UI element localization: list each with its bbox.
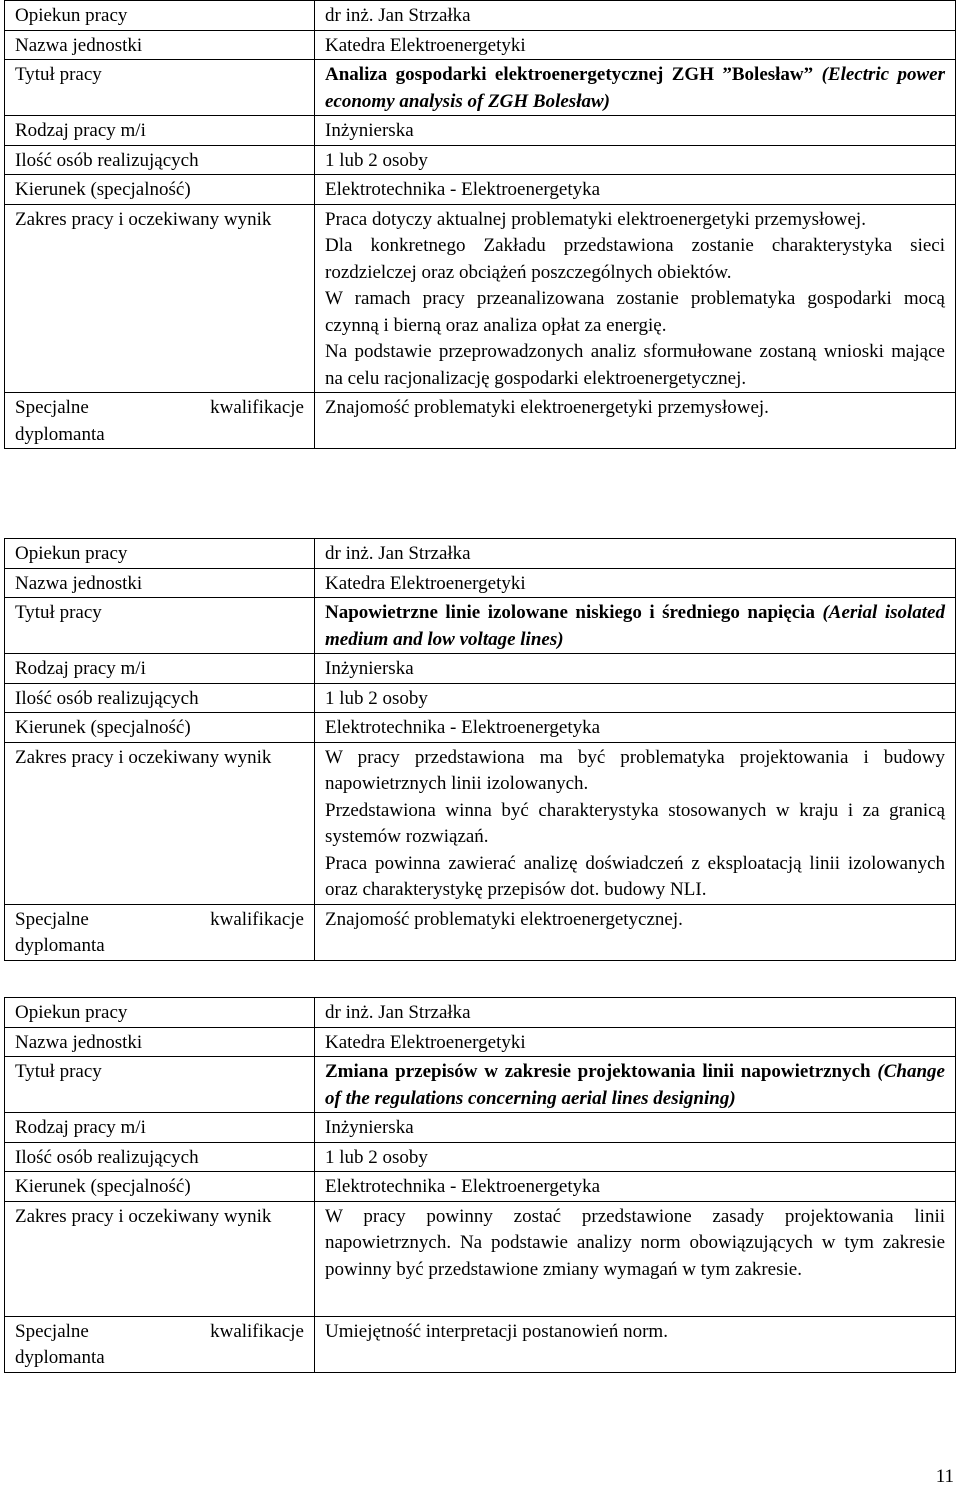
row-kwalifikacje: [5, 393, 956, 449]
value-kierunek: Elektrotechnika - Elektroenergetyka: [315, 1172, 956, 1202]
label-kierunek: Kierunek (specjalność): [5, 1172, 315, 1202]
row-kierunek: [5, 713, 956, 743]
value-opiekun: dr inż. Jan Strzałka: [315, 539, 956, 569]
row-rodzaj: [5, 116, 956, 146]
label-kwalifikacje: Specjalne kwalifikacje dyplomanta: [5, 904, 315, 960]
value-jednostka: Katedra Elektroenergetyki: [315, 1027, 956, 1057]
value-kierunek: Elektrotechnika - Elektroenergetyka: [315, 175, 956, 205]
label-jednostka: Nazwa jednostki: [5, 30, 315, 60]
row-rodzaj: [5, 654, 956, 684]
label-jednostka: Nazwa jednostki: [5, 1027, 315, 1057]
row-zakres: [5, 1201, 956, 1316]
row-jednostka: [5, 30, 956, 60]
row-kwalifikacje: [5, 904, 956, 960]
row-tytul: [5, 598, 956, 654]
value-tytul: [315, 60, 956, 116]
zakres-paragraph: Dla konkretnego Zakładu przedstawiona zostanie charakterystyka sieci rozdzielczej oraz obciążeń poszczególnych obiektów.: [325, 235, 945, 283]
value-rodzaj: Inżynierska: [315, 1113, 956, 1143]
title-polish: Zmiana przepisów w zakresie projektowania linii napowietrznych: [325, 1061, 871, 1082]
zakres-paragraph: Przedstawiona winna być charakterystyka stosowanych w kraju i za granicą systemów rozwiązań.: [325, 799, 945, 847]
label-ilosc: Ilość osób realizujących: [5, 145, 315, 175]
zakres-paragraph: W pracy powinny zostać przedstawione zasady projektowania linii napowietrznych. Na podstawie analizy norm obowiązujących w tym zakresie powinny być przedstawione zmiany wymagań w tym zakresie.: [325, 1205, 945, 1280]
label-zakres: Zakres pracy i oczekiwany wynik: [5, 204, 315, 393]
title-polish: Analiza gospodarki elektroenergetycznej ZGH ”Bolesław”: [325, 64, 814, 85]
label-jednostka: Nazwa jednostki: [5, 568, 315, 598]
value-jednostka: Katedra Elektroenergetyki: [315, 30, 956, 60]
value-rodzaj: Inżynierska: [315, 654, 956, 684]
row-tytul: [5, 1057, 956, 1113]
zakres-paragraph: Praca powinna zawierać analizę doświadczeń z eksploatacją linii izolowanych oraz charakterystykę przepisów dot. budowy NLI.: [325, 852, 945, 900]
title-english: (Change of the regulations concerning aerial lines designing): [325, 1061, 945, 1109]
row-kierunek: [5, 1172, 956, 1202]
value-opiekun: dr inż. Jan Strzałka: [315, 998, 956, 1028]
row-ilosc: [5, 1142, 956, 1172]
value-zakres: [315, 742, 956, 904]
label-opiekun: Opiekun pracy: [5, 539, 315, 569]
row-jednostka: [5, 568, 956, 598]
label-opiekun: Opiekun pracy: [5, 1, 315, 31]
row-zakres: [5, 204, 956, 393]
label-zakres: Zakres pracy i oczekiwany wynik: [5, 1201, 315, 1316]
value-zakres: [315, 1201, 956, 1316]
thesis-table-2: [4, 538, 956, 961]
value-kierunek: Elektrotechnika - Elektroenergetyka: [315, 713, 956, 743]
value-ilosc: 1 lub 2 osoby: [315, 1142, 956, 1172]
value-tytul: [315, 1057, 956, 1113]
label-opiekun: Opiekun pracy: [5, 998, 315, 1028]
row-jednostka: [5, 1027, 956, 1057]
zakres-paragraph: Na podstawie przeprowadzonych analiz sformułowane zostaną wnioski mające na celu racjonalizację gospodarki elektroenergetycznej.: [325, 341, 945, 389]
label-zakres: Zakres pracy i oczekiwany wynik: [5, 742, 315, 904]
row-rodzaj: [5, 1113, 956, 1143]
value-zakres: [315, 204, 956, 393]
row-kierunek: [5, 175, 956, 205]
zakres-paragraph: W ramach pracy przeanalizowana zostanie problematyka gospodarki mocą czynną i bierną oraz analiza opłat za energię.: [325, 288, 945, 336]
label-rodzaj: Rodzaj pracy m/i: [5, 654, 315, 684]
label-ilosc: Ilość osób realizujących: [5, 1142, 315, 1172]
label-tytul: Tytuł pracy: [5, 598, 315, 654]
row-ilosc: [5, 145, 956, 175]
label-tytul: Tytuł pracy: [5, 60, 315, 116]
zakres-paragraph: Praca dotyczy aktualnej problematyki elektroenergetyki przemysłowej.: [325, 208, 866, 230]
page-number: 11: [935, 1466, 954, 1487]
label-ilosc: Ilość osób realizujących: [5, 683, 315, 713]
title-english: (Electric power economy analysis of ZGH Bolesław): [325, 64, 946, 112]
value-jednostka: Katedra Elektroenergetyki: [315, 568, 956, 598]
title-english: (Aerial isolated medium and low voltage lines): [325, 602, 945, 650]
label-rodzaj: Rodzaj pracy m/i: [5, 1113, 315, 1143]
label-tytul: Tytuł pracy: [5, 1057, 315, 1113]
label-kwalifikacje: Specjalne kwalifikacje dyplomanta: [5, 393, 315, 449]
value-rodzaj: Inżynierska: [315, 116, 956, 146]
value-kwalifikacje: Znajomość problematyki elektroenergetyki przemysłowej.: [315, 393, 956, 449]
value-opiekun: dr inż. Jan Strzałka: [315, 1, 956, 31]
label-kierunek: Kierunek (specjalność): [5, 713, 315, 743]
value-kwalifikacje: Znajomość problematyki elektroenergetycznej.: [315, 904, 956, 960]
row-opiekun: [5, 998, 956, 1028]
row-opiekun: [5, 539, 956, 569]
label-kwalifikacje: Specjalne kwalifikacje dyplomanta: [5, 1316, 315, 1372]
label-rodzaj: Rodzaj pracy m/i: [5, 116, 315, 146]
zakres-paragraph: W pracy przedstawiona ma być problematyka projektowania i budowy napowietrznych linii izolowanych.: [325, 746, 945, 794]
row-opiekun: [5, 1, 956, 31]
value-kwalifikacje: Umiejętność interpretacji postanowień norm.: [315, 1316, 956, 1372]
value-tytul: [315, 598, 956, 654]
thesis-table-3: [4, 997, 956, 1373]
row-tytul: [5, 60, 956, 116]
thesis-table-1: [4, 0, 956, 449]
row-zakres: [5, 742, 956, 904]
value-ilosc: 1 lub 2 osoby: [315, 683, 956, 713]
value-ilosc: 1 lub 2 osoby: [315, 145, 956, 175]
label-kierunek: Kierunek (specjalność): [5, 175, 315, 205]
row-ilosc: [5, 683, 956, 713]
title-polish: Napowietrzne linie izolowane niskiego i średniego napięcia: [325, 602, 815, 623]
row-kwalifikacje: [5, 1316, 956, 1372]
